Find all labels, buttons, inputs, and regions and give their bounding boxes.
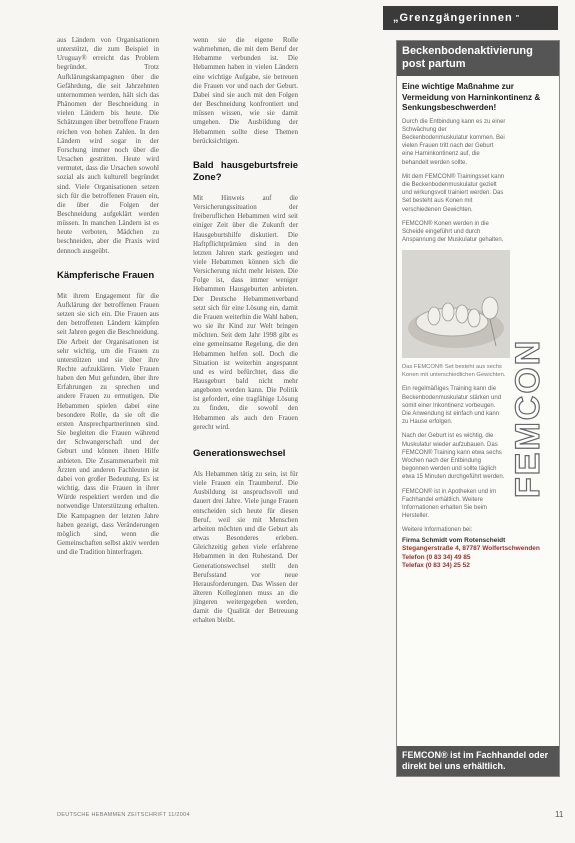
ad-footer: FEMCON® ist im Fachhandel oder direkt bei uns erhältlich. xyxy=(397,746,559,776)
paragraph: Mit ihrem Engagement für die Aufklärung der betroffenen Frauen setzen sie sich ein. Die Frauen aus den betroffenen Ländern kämpfen seit Jahren gegen die Beschneidung. Die Arbeit der Organisationen ist sehr wichtig, um die Frauen zu unterstützen und sie über ihre Rechte aufzuklären. Viele Frauen haben den Mut gefunden, über ihre Erfahrungen zu sprechen und andere Frauen zu ermutigen. Die Hebammen spielen dabei eine besondere Rolle, da sie oft die ersten Ansprechpartnerinnen sind. Sie begleiten die Frauen während der Schwangerschaft und der Geburt und können ihnen Hilfe anbieten. Die Zusammenarbeit mit Ärzten und anderen Fachleuten ist dabei von großer Bedeutung. Es ist wichtig, dass die Frauen in ihrer Würde respektiert werden und die notwendige Unterstützung erhalten. Die Kampagnen der letzten Jahre haben gezeigt, dass Veränderungen möglich sind, wenn die Gemeinschaften selbst aktiv werden und die Tradition hinterfragen. xyxy=(57,291,159,557)
ad-text-block xyxy=(402,118,506,521)
paragraph: aus Ländern von Organisationen unterstützt, die zum Beispiel in Uruguay® erreicht das Problem begründet. Trotz Aufklärungskampagnen über die Gefährdung, die seit Jahrzehnten unternommen werden, hält sich das Phänomen der Beschneidung in vielen Ländern bis heute. Die Schätzungen über betroffene Frauen reichen von hohen Zahlen. In den Ländern wird sogar in der Forschung immer noch über die Ursachen gestritten. Heute wird vermutet, dass die Ursachen sowohl sozial als auch kulturell begründet sind. Viele Organisationen setzen sich für die betroffenen Frauen ein, die über die Folgen der Beschneidung aufgeklärt werden müssen. In manchen Ländern ist es heute verboten, Mädchen zu beschneiden, aber die Praxis wird dennoch ausgeübt. xyxy=(57,36,159,255)
page-number: 11 xyxy=(555,810,564,819)
ad-subtitle: Eine wichtige Maßnahme zur Vermeidung von Harninkontinenz & Senkungsbeschwerden! xyxy=(402,82,541,112)
product-cones-image xyxy=(402,250,510,358)
company-address xyxy=(402,537,554,571)
article-column-1 xyxy=(57,36,159,816)
ad-paragraph: Durch die Entbindung kann es zu einer Schwächung der Beckenbodenmuskulatur kommen. Bei vielen Frauen tritt nach der Geburt eine Harninkontinenz auf, die behandelt werden sollte. xyxy=(402,118,506,166)
ad-paragraph: FEMCON® Konen werden in die Scheide eingeführt und durch Anspannung der Muskulatur gehalten. xyxy=(402,220,504,244)
contact-intro: Weitere Informationen bei: xyxy=(402,527,473,534)
company-phone: Telefon (0 83 34) 49 85 xyxy=(402,553,471,561)
subheading-kaempferische-frauen: Kämpferische Frauen xyxy=(57,269,155,281)
section-header-superscript: " xyxy=(515,14,521,22)
paragraph: Als Hebammen tätig zu sein, ist für viele Frauen ein Traumberuf. Die Ausbildung ist anspruchsvoll und dauert drei Jahre. Viele junge Frauen entscheiden sich heute für diesen Beruf, weil sie mit Menschen arbeiten möchten und die Geburt als etwas Besonderes erleben. Gleichzeitig gehen viele erfahrene Hebammen in den Ruhestand. Der Generationswechsel stellt den Berufsstand vor neue Herausforderungen. Das Wissen der älteren Kolleginnen muss an die jüngeren weitergegeben werden, damit die Qualität der Betreuung erhalten bleibt. xyxy=(193,469,298,625)
company-street: Stegangerstraße 4, 87787 Wolfertschwenden xyxy=(402,545,540,553)
contact-block xyxy=(402,526,554,534)
product-photo xyxy=(402,250,510,358)
ad-title: Beckenbodenaktivierung post partum xyxy=(397,41,559,76)
ad-paragraph: FEMCON® ist in Apotheken und im Fachhandel erhältlich. Weitere Informationen erhalten Sie beim Hersteller. xyxy=(402,488,497,520)
ad-paragraph: Mit dem FEMCON® Trainingsset kann die Beckenbodenmuskulatur gezielt und wirkungsvoll trainiert werden. Das Set besteht aus Konen mit verschiedenen Gewichten. xyxy=(402,173,505,213)
ad-body xyxy=(397,118,559,571)
ad-paragraph: Ein regelmäßiges Training kann die Beckenbodenmuskulatur stärken und somit einer Inkontinenz vorbeugen. Die Anwendung ist einfach und kann zu Hause erfolgen. xyxy=(402,386,502,426)
subheading-generationswechsel: Generationswechsel xyxy=(193,447,286,459)
subheading-hausgeburtsfreie-zone: Bald hausgeburtsfreie Zone? xyxy=(193,159,298,183)
section-header xyxy=(383,6,558,30)
journal-footer: DEUTSCHE HEBAMMEN ZEITSCHRIFT 11/2004 xyxy=(57,812,190,818)
advertisement-box xyxy=(396,40,560,777)
article-column-2 xyxy=(193,36,298,816)
svg-text:FEMCON: FEMCON xyxy=(509,338,547,498)
company-fax: Telefax (0 83 34) 25 52 xyxy=(402,562,470,570)
ad-paragraph: Nach der Geburt ist es wichtig, die Muskulatur wieder aufzubauen. Das FEMCON® Training kann etwa sechs Wochen nach der Entbindung begonnen werden und sollte täglich etwa 15 Minuten durchgeführt werden. xyxy=(402,433,505,481)
section-header-title: „Grenzgängerinnen xyxy=(393,12,513,24)
paragraph: Mit Hinweis auf die Versicherungssituation der freiberuflichen Hebammen wird seit einiger Zeit über die Zukunft der Hausgeburtshilfe diskutiert. Die Haftpflichtprämien sind in den letzten Jahren stark gestiegen und viele Hebammen können sich die Versicherung nicht mehr leisten. Die Folge ist, dass immer weniger Hebammen Hausgeburten anbieten. Der Deutsche Hebammenverband setzt sich für eine Lösung ein, damit die Frauen weiterhin die Wahl haben, wo sie ihr Kind zur Welt bringen möchten. Seit dem Jahr 1998 gibt es eine gemeinsame Regelung, die den Hebammen helfen soll. Doch die Situation ist weiterhin angespannt und es wird befürchtet, dass die Hausgeburt bald nicht mehr angeboten werden kann. Die Politik ist gefordert, eine tragfähige Lösung zu finden, die sowohl den Hebammen als auch den Frauen gerecht wird. xyxy=(193,193,298,431)
paragraph: wenn sie die eigene Rolle wahrnehmen, die mit dem Beruf der Hebamme verbunden ist. Die Hebammen haben in vielen Ländern eine wichtige Aufgabe, sie betreuen die Frauen vor und nach der Geburt. Dabei sind sie auch mit den Folgen der Beschneidung konfrontiert und müssen wissen, wie sie damit umgehen. Die Ausbildung der Hebammen sollte diese Themen berücksichtigen. xyxy=(193,36,298,145)
femcon-logo xyxy=(509,158,547,518)
company-name: Firma Schmidt vom Rotenscheidt xyxy=(402,536,506,544)
photo-caption: Das FEMCON® Set besteht aus sechs Konen mit unterschiedlichen Gewichten. xyxy=(402,364,506,378)
